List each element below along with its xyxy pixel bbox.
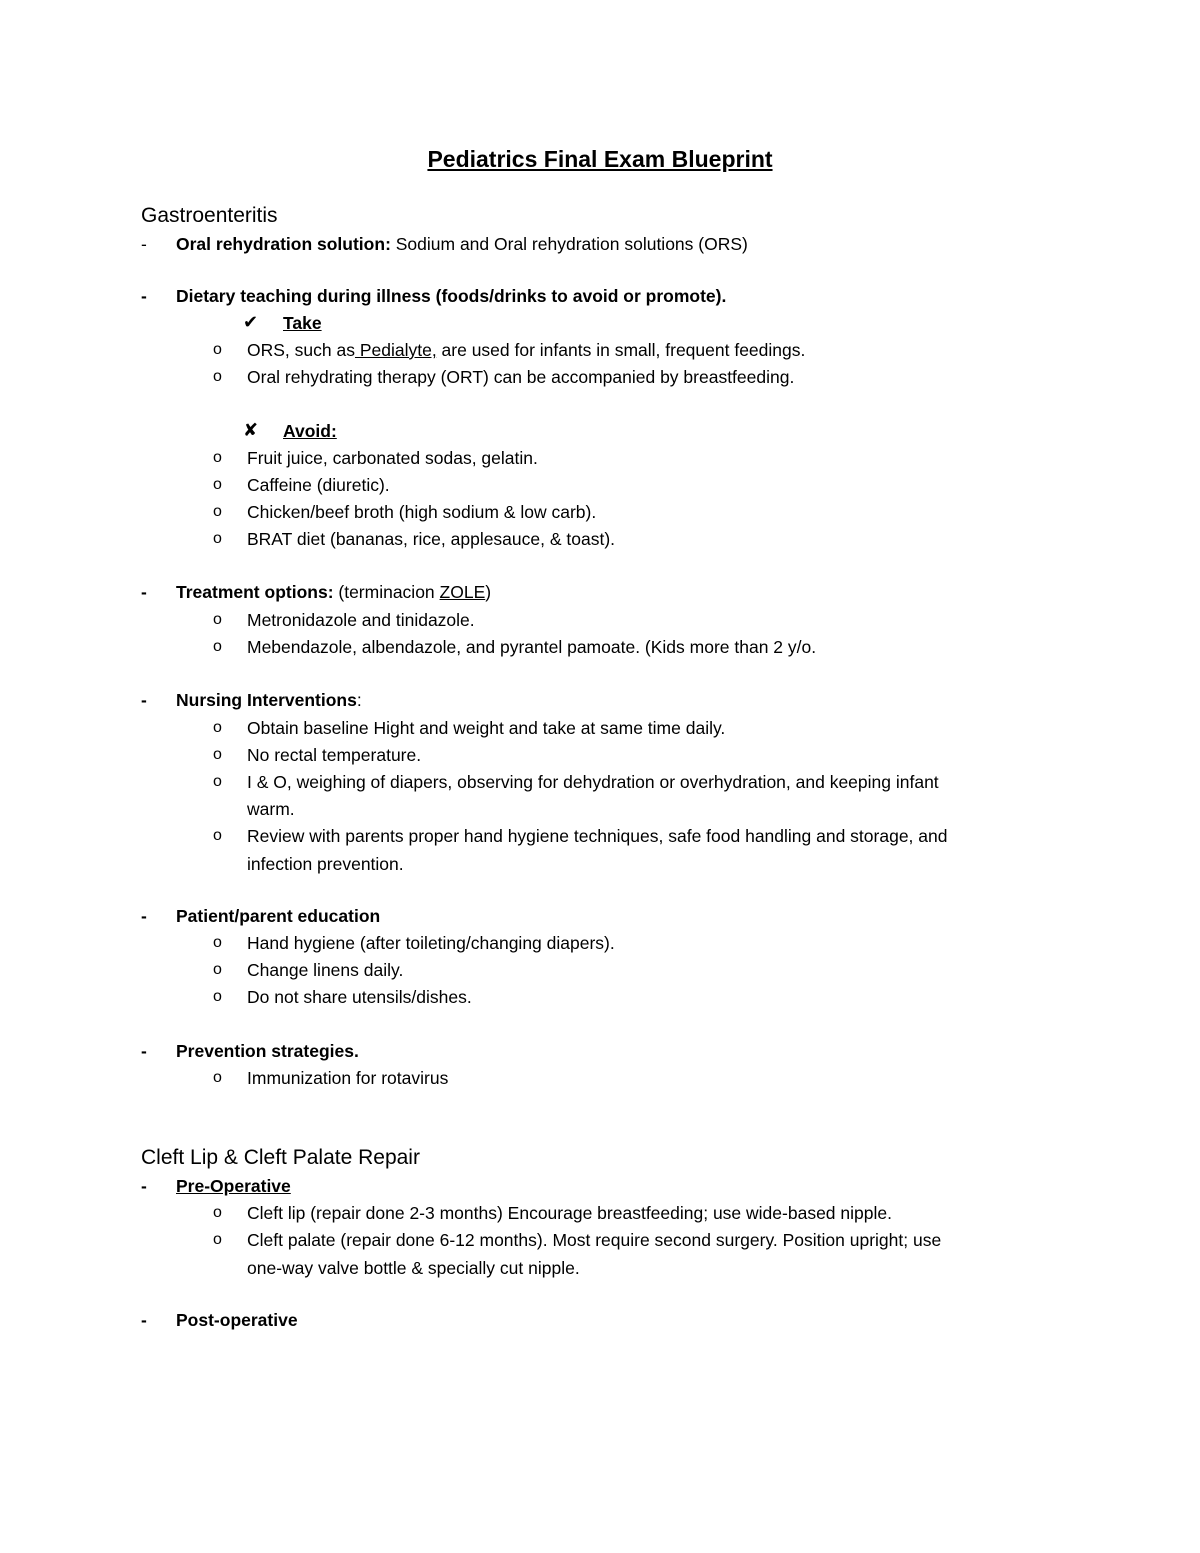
treatment-post: ): [485, 582, 492, 602]
dash-bullet: -: [141, 582, 147, 602]
list-item: BRAT diet (bananas, rice, applesauce, & toast).: [247, 529, 616, 549]
circle-bullet: o: [213, 503, 222, 520]
list-item: I & O, weighing of diapers, observing for dehydration or overhydration, and keeping infant: [247, 772, 939, 792]
circle-bullet: o: [213, 934, 222, 951]
nursing-colon: :: [356, 690, 362, 710]
dash-bullet: -: [141, 690, 147, 710]
dash-bullet: -: [141, 1041, 147, 1061]
check-icon: ✔: [243, 312, 259, 332]
dash-bullet: -: [141, 906, 147, 926]
circle-bullet: o: [213, 368, 222, 385]
pedialyte-text: Pedialyte,: [354, 340, 437, 360]
circle-bullet: o: [213, 638, 222, 655]
list-item: Fruit juice, carbonated sodas, gelatin.: [247, 448, 538, 468]
list-item: Mebendazole, albendazole, and pyrantel pamoate. (Kids more than 2 y/o.: [247, 637, 817, 657]
list-item-continuation: one-way valve bottle & specially cut nipple.: [247, 1258, 580, 1278]
dash-bullet: -: [141, 1310, 147, 1330]
dietary-label: Dietary teaching during illness (foods/drinks to avoid or promote).: [176, 286, 727, 306]
treatment-line: [176, 580, 491, 604]
list-item: Caffeine (diuretic).: [247, 475, 390, 495]
list-item: Review with parents proper hand hygiene techniques, safe food handling and storage, and: [247, 826, 948, 846]
ors-text: Sodium and Oral rehydration solutions (ORS): [390, 234, 748, 254]
circle-bullet: o: [213, 530, 222, 547]
circle-bullet: o: [213, 773, 222, 790]
nursing-line: [176, 688, 362, 712]
treatment-pre: (terminacion: [333, 582, 440, 602]
circle-bullet: o: [213, 746, 222, 763]
list-item: Change linens daily.: [247, 960, 404, 980]
prevention-label: Prevention strategies.: [176, 1041, 359, 1061]
circle-bullet: o: [213, 961, 222, 978]
list-item: [247, 338, 805, 362]
list-item: Hand hygiene (after toileting/changing diapers).: [247, 933, 615, 953]
list-item: Metronidazole and tinidazole.: [247, 610, 475, 630]
zole-text: ZOLE: [439, 582, 486, 602]
dash-bullet: -: [141, 1176, 147, 1196]
circle-bullet: o: [213, 1069, 222, 1086]
list-item: Chicken/beef broth (high sodium & low carb).: [247, 502, 597, 522]
dash-bullet: -: [141, 234, 147, 254]
ors-line: [176, 232, 748, 256]
list-item: Cleft palate (repair done 6-12 months). Most require second surgery. Position upright; use: [247, 1230, 942, 1250]
cross-icon: ✘: [243, 420, 259, 440]
list-item: No rectal temperature.: [247, 745, 422, 765]
list-item: Obtain baseline Hight and weight and take at same time daily.: [247, 718, 726, 738]
list-item-continuation: warm.: [247, 799, 295, 819]
ors-colon: :: [385, 234, 391, 254]
list-item: Cleft lip (repair done 2-3 months) Encourage breastfeeding; use wide-based nipple.: [247, 1203, 892, 1223]
treatment-colon: :: [327, 582, 334, 602]
circle-bullet: o: [213, 1231, 222, 1248]
section-heading-cleft: Cleft Lip & Cleft Palate Repair: [141, 1146, 420, 1169]
circle-bullet: o: [213, 719, 222, 736]
circle-bullet: o: [213, 1204, 222, 1221]
take-label: Take: [283, 313, 322, 333]
circle-bullet: o: [213, 827, 222, 844]
treatment-label: Treatment options: [176, 582, 328, 602]
circle-bullet: o: [213, 988, 222, 1005]
preop-label: Pre-Operative: [176, 1176, 291, 1196]
take-item-text: ORS, such as: [247, 340, 355, 360]
list-item: Do not share utensils/dishes.: [247, 987, 472, 1007]
list-item-continuation: infection prevention.: [247, 854, 404, 874]
section-heading-gastroenteritis: Gastroenteritis: [141, 204, 278, 227]
education-label: Patient/parent education: [176, 906, 381, 926]
circle-bullet: o: [213, 449, 222, 466]
circle-bullet: o: [213, 341, 222, 358]
ors-label: Oral rehydration solution: [176, 234, 386, 254]
circle-bullet: o: [213, 611, 222, 628]
circle-bullet: o: [213, 476, 222, 493]
list-item: Oral rehydrating therapy (ORT) can be accompanied by breastfeeding.: [247, 367, 795, 387]
dash-bullet: -: [141, 286, 147, 306]
nursing-label: Nursing Interventions: [176, 690, 357, 710]
avoid-label: Avoid:: [283, 421, 337, 441]
postop-label: Post-operative: [176, 1310, 298, 1330]
take-item-text: are used for infants in small, frequent feedings.: [436, 340, 806, 360]
list-item: Immunization for rotavirus: [247, 1068, 449, 1088]
page-title: Pediatrics Final Exam Blueprint: [427, 146, 773, 172]
